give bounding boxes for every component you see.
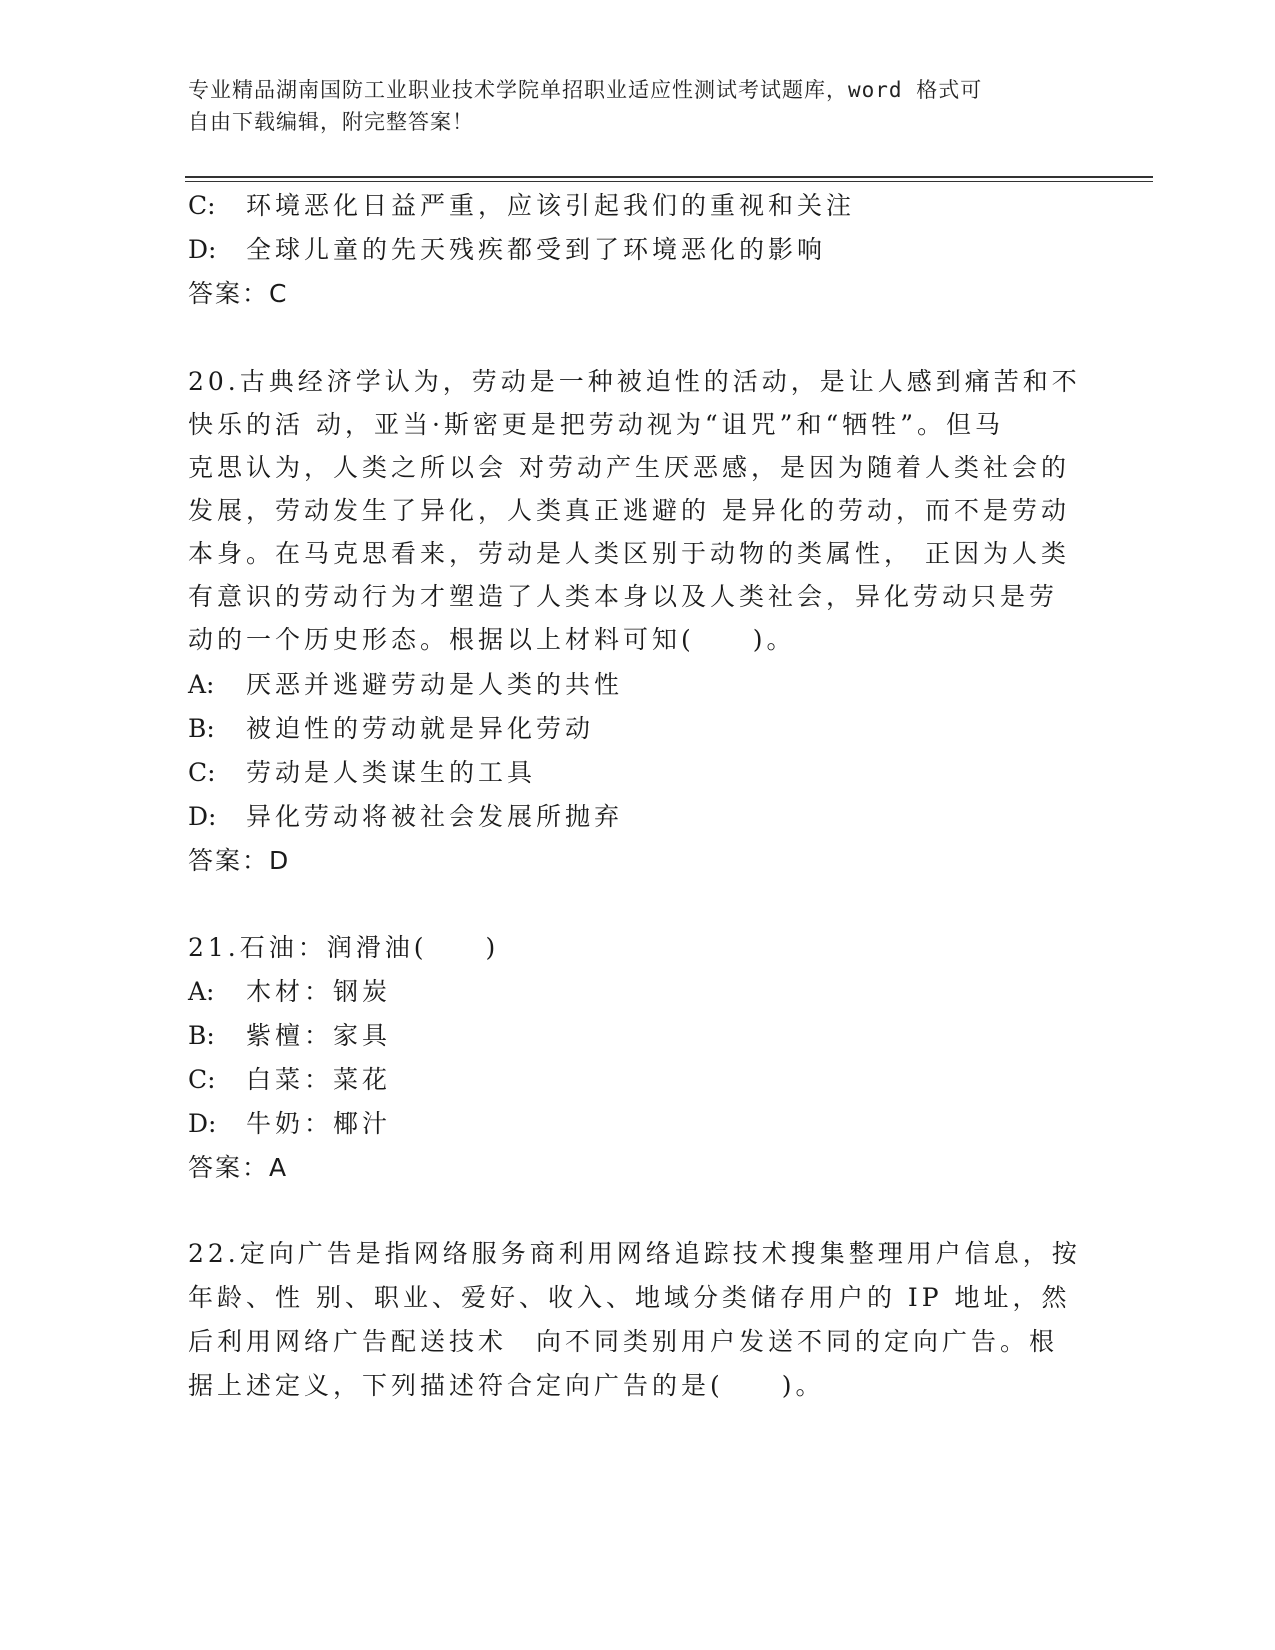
- option-text: 白菜：菜花: [246, 1065, 392, 1094]
- q21-answer: 答案：A: [188, 1153, 289, 1182]
- header-line-2: 自由下载编辑，附完整答案！: [188, 110, 474, 134]
- header-divider-thin: [185, 181, 1153, 182]
- option-letter: C:: [188, 1065, 216, 1094]
- option-letter: A:: [188, 670, 215, 699]
- q19-answer: 答案：C: [188, 279, 289, 308]
- option-text: 异化劳动将被社会发展所抛弃: [246, 802, 624, 831]
- q21-option-b: [188, 1016, 391, 1052]
- q20-option-d: [188, 797, 623, 833]
- option-text: 环境恶化日益严重，应该引起我们的重视和关注: [246, 191, 856, 220]
- q20-stem-line-5: 本身。在马克思看来，劳动是人类区别于动物的类属性， 正因为人类: [188, 539, 1070, 568]
- option-letter: A:: [188, 977, 215, 1006]
- q20-option-c: [188, 753, 536, 789]
- header-line-1: 专业精品湖南国防工业职业技术学院单招职业适应性测试考试题库，word 格式可: [188, 78, 983, 102]
- option-text: 木材：钢炭: [246, 977, 392, 1006]
- q21-stem-line-1: 21.石油：润滑油( ): [188, 933, 500, 962]
- header-divider-thick: [185, 176, 1153, 178]
- q20-stem-line-3: 克思认为，人类之所以会 对劳动产生厌恶感，是因为随着人类社会的: [188, 453, 1070, 482]
- option-text: 被迫性的劳动就是异化劳动: [246, 714, 595, 743]
- option-text: 劳动是人类谋生的工具: [246, 758, 537, 787]
- option-text: 牛奶：椰汁: [246, 1109, 392, 1138]
- option-letter: B:: [188, 714, 215, 743]
- option-letter: C:: [188, 191, 216, 220]
- option-letter: D:: [188, 802, 217, 831]
- option-letter: B:: [188, 1021, 215, 1050]
- q20-option-a: [188, 665, 623, 701]
- q20-answer: 答案：D: [188, 846, 291, 875]
- q20-stem-line-4: 发展，劳动发生了异化，人类真正逃避的 是异化的劳动，而不是劳动: [188, 496, 1070, 525]
- option-letter: D:: [188, 235, 217, 264]
- q21-option-c: [188, 1060, 391, 1096]
- q22-stem-line-2: 年龄、性 别、职业、爱好、收入、地域分类储存用户的 IP 地址，然: [188, 1283, 1071, 1312]
- q20-stem-line-1: 20.古典经济学认为，劳动是一种被迫性的活动，是让人感到痛苦和不: [188, 367, 1081, 396]
- q22-stem-line-1: 22.定向广告是指网络服务商利用网络追踪技术搜集整理用户信息，按: [188, 1239, 1081, 1268]
- q21-option-a: [188, 972, 391, 1008]
- q19-option-d: [188, 230, 826, 266]
- q21-option-d: [188, 1104, 391, 1140]
- page-header: [188, 74, 1068, 138]
- q19-option-c: [188, 186, 855, 222]
- q22-stem-line-3: 后利用网络广告配送技术 向不同类别用户发送不同的定向广告。根: [188, 1327, 1059, 1356]
- q20-option-b: [188, 709, 594, 745]
- option-letter: D:: [188, 1109, 217, 1138]
- q20-stem-line-7: 动的一个历史形态。根据以上材料可知( )。: [188, 625, 796, 654]
- q20-stem-line-6: 有意识的劳动行为才塑造了人类本身以及人类社会，异化劳动只是劳: [188, 582, 1059, 611]
- q22-stem-line-4: 据上述定义，下列描述符合定向广告的是( )。: [188, 1371, 825, 1400]
- option-letter: C:: [188, 758, 216, 787]
- option-text: 厌恶并逃避劳动是人类的共性: [246, 670, 624, 699]
- option-text: 全球儿童的先天残疾都受到了环境恶化的影响: [246, 235, 827, 264]
- option-text: 紫檀：家具: [246, 1021, 392, 1050]
- q20-stem-line-2: 快乐的活 动，亚当·斯密更是把劳动视为“诅咒”和“牺牲”。但马: [188, 410, 1005, 439]
